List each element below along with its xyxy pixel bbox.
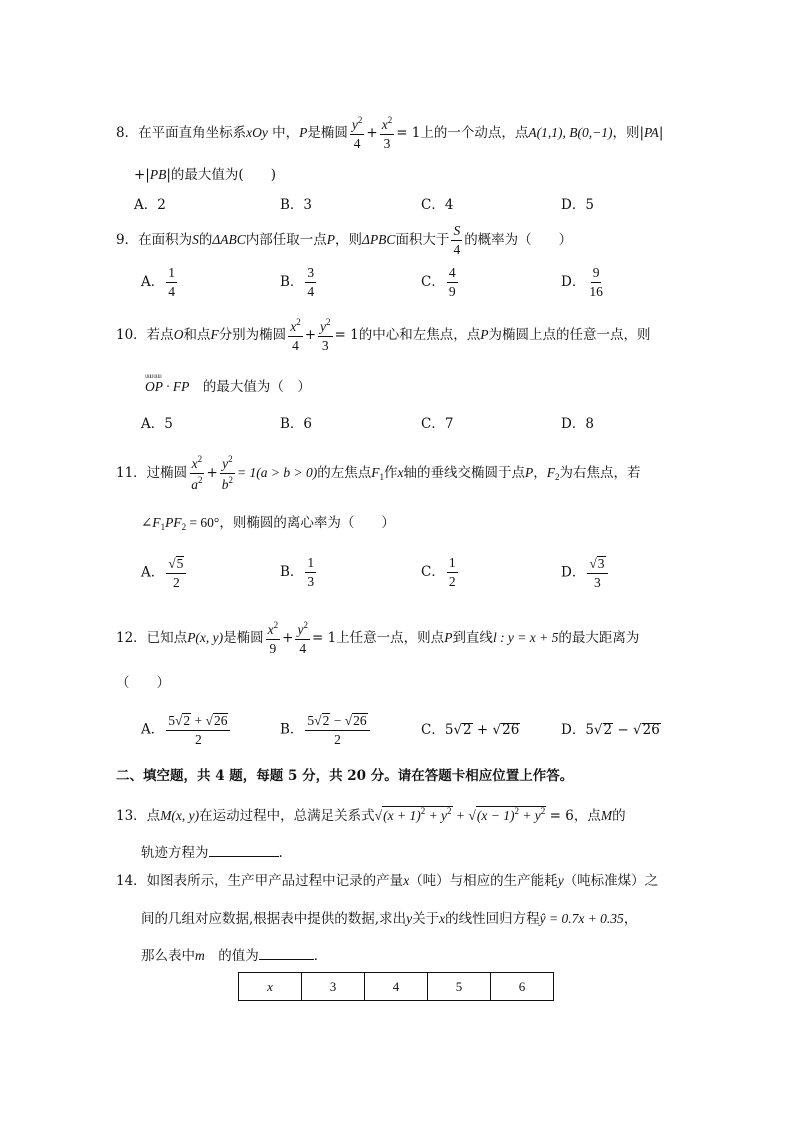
q8-option-a[interactable]: A．2 [134, 197, 166, 213]
q11-f2: $F_2$ [546, 465, 560, 483]
q11-x: x [397, 465, 404, 481]
q14-h: 那么表中 [141, 948, 195, 964]
q14-m: m [195, 948, 205, 963]
q8-text-b: 中， [272, 125, 300, 142]
q12-pxy: P(x, y) [187, 630, 224, 646]
q8-text-c: 是椭圆 [307, 125, 348, 142]
q10-c: 分别为椭圆 [218, 327, 287, 344]
q10-frac-x: $\frac{x^2}{4}$ [290, 317, 301, 354]
q14-line2 [141, 912, 637, 927]
q12-b: 是椭圆 [223, 630, 264, 647]
q10-line1: 10．若点O和点F分别为椭圆 $\frac{x^2}{4}$ + $\frac{y^2}{3}$ = 1的中心和左焦点，点P为椭圆上点的任意一点，则 [116, 317, 651, 354]
q13-end: . [278, 845, 283, 861]
q13-line1 [116, 806, 626, 824]
q11-option-d[interactable]: D． $\frac{√3}{3}$ [561, 556, 610, 590]
q12-option-a[interactable]: A． $\frac{5√2 + √26}{2}$ [141, 713, 232, 747]
q11-f1: $F_1$ [371, 465, 384, 483]
q14-x: x [403, 873, 410, 888]
q9-tri: ΔABC [212, 232, 246, 248]
q11-line1: 11．过椭圆 $\frac{x^2}{a^2}$ + $\frac{y^2}{b^2}$ = 1(a > b > 0)的左焦点$F_1$作x轴的垂线交椭圆于点P，$F_2$为右焦点，若 [116, 454, 641, 493]
q12-line-eq: l : y = x + 5 [492, 630, 559, 646]
q8-line2-b: |的最大值为( ) [166, 167, 276, 183]
q9-e: 面积大于 [395, 232, 450, 249]
q10-option-b[interactable]: B．6 [280, 416, 313, 432]
q8-pb: PB [149, 167, 167, 182]
q9-frac: $\frac{S}{4}$ [453, 223, 461, 258]
q12-p: P [444, 630, 453, 646]
q12-a: 12．已知点 [116, 630, 188, 647]
q12-option-b[interactable]: B． $\frac{5√2 - √26}{2}$ [280, 713, 372, 747]
plus: + [366, 125, 378, 142]
q9-b: 的 [198, 232, 213, 249]
q10-vec: uuu uuu OP · FP [145, 372, 190, 394]
q12-frac-y: $\frac{y^2}{4}$ [297, 620, 308, 657]
q13-c: ，点 [573, 808, 601, 824]
q11-f: 为右焦点，若 [559, 465, 641, 482]
q11-b: 的左焦点 [317, 465, 372, 482]
q13-d: 的 [612, 808, 626, 824]
q14-f: 的线性回归方程 [445, 911, 540, 927]
q14-data-table [238, 972, 554, 1001]
q12-d: 到直线 [452, 630, 493, 647]
q14-b: （吨）与相应的生产能耗 [409, 873, 558, 889]
q10-option-a[interactable]: A．5 [141, 416, 173, 432]
q9-option-a[interactable]: A． $\frac{1}{4}$ [141, 265, 175, 300]
q14-a: 14．如图表所示，生产甲产品过程中记录的产量 [116, 873, 404, 889]
q9-option-c[interactable]: C． $\frac{4}{9}$ [421, 265, 456, 300]
q8-text-d: 上的一个动点，点 [420, 125, 529, 142]
q8-eq: = 1 [396, 125, 421, 142]
q11-frac-y: $\frac{y^2}{b^2}$ [221, 454, 233, 493]
q10-f: F [210, 327, 219, 343]
q10-p: P [480, 327, 489, 343]
q12-e: 的最大距离为 [558, 630, 640, 647]
q9-option-b[interactable]: B． $\frac{3}{4}$ [280, 265, 315, 300]
q12-option-d[interactable]: D．5√2 − √26 [561, 722, 660, 738]
q10-e: 为椭圆上点的任意一点，则 [488, 327, 651, 344]
q10-eq: = 1 [334, 327, 359, 344]
q9-c: 内部任取一点 [245, 232, 327, 249]
q8-p: P [299, 125, 308, 141]
q11-cond: = 1(a > b > 0) [237, 465, 318, 481]
q14-line3 [141, 947, 327, 964]
q12-eq: = 1 [311, 630, 337, 647]
table-row [239, 973, 554, 1001]
q8-frac-x: $\frac{x^2}{3}$ [381, 115, 393, 152]
q8-xoy: xOy [246, 125, 268, 141]
q12-option-c[interactable]: C．5√2 + √26 [421, 722, 520, 738]
q13-line2 [141, 844, 283, 861]
q8-line2 [134, 168, 276, 183]
q14-y: y [557, 873, 564, 888]
q8-option-b[interactable]: B．3 [280, 197, 313, 213]
q10-option-c[interactable]: C．7 [421, 416, 454, 432]
q13-eq: = 6 [549, 808, 574, 824]
q13-formula: $√(x + 1)^2 + y^2 + √(x - 1)^2 + y^2$ [374, 806, 546, 823]
q13-b: 在运动过程中，总满足关系式 [199, 808, 375, 824]
q8-bar: | [658, 125, 664, 142]
q14-eqn: ŷ = 0.7x + 0.35 [539, 911, 624, 926]
q8-frac-y: $\frac{y^2}{4}$ [351, 115, 363, 152]
q12-frac-x: $\frac{x^2}{9}$ [267, 620, 279, 657]
q11-angle: $\angle F_1PF_2 = 60^\circ$ [141, 515, 220, 532]
q10-f-text: 的最大值为（ ） [202, 379, 311, 395]
q11-g: ，则椭圆的离心率为（ ） [219, 515, 395, 531]
q14-i: 的值为 [218, 948, 259, 964]
q11-e: ， [533, 465, 547, 482]
q8-line2-a: +| [134, 167, 150, 183]
q8-text: 8．在平面直角坐标系 [116, 125, 247, 142]
table-cell: 6 [491, 973, 554, 1001]
q11-frac-x: $\frac{x^2}{a^2}$ [191, 454, 203, 493]
q13-answer-blank[interactable] [209, 844, 279, 857]
q13-line2-text: 轨迹方程为 [141, 845, 209, 861]
q9-a: 9．在面积为 [116, 232, 193, 249]
q14-answer-blank[interactable] [259, 947, 314, 960]
q11-p: P [524, 465, 534, 481]
q10-option-d[interactable]: D．8 [561, 416, 594, 432]
q12-c: 上任意一点，则点 [336, 630, 445, 647]
q12-line1: 12．已知点P(x, y)是椭圆 $\frac{x^2}{9}$ + $\frac{y^2}{4}$ = 1上任意一点，则点P到直线l : y = x + 5的最大距离为 [116, 620, 640, 657]
q10-b: 和点 [183, 327, 211, 344]
q9-tri2: ΔPBC [362, 232, 396, 248]
q9-f: 的概率为（ ） [464, 232, 573, 249]
q13-m2: M [600, 808, 613, 823]
q14-g: ， [623, 911, 638, 927]
q11-a: 11．过椭圆 [116, 465, 188, 482]
q10-a: 10．若点 [116, 327, 174, 344]
q11-c: 作 [383, 465, 398, 482]
table-cell: x [239, 973, 302, 1001]
q9-s: S [192, 232, 199, 248]
q11-d: 轴的垂线交椭圆于点 [403, 465, 525, 482]
q14-c: （吨标准煤）之 [563, 873, 659, 889]
q12-paren: （ ） [116, 675, 170, 691]
q9-d: ，则 [335, 232, 363, 249]
section-heading: 二、填空题，共 4 题，每题 5 分，共 20 分。请在答题卡相应位置上作答。 [116, 768, 574, 784]
q9-line [116, 224, 572, 257]
q14-line1 [116, 874, 658, 889]
q8-points: A(1,1), B(0,−1) [528, 125, 613, 141]
q14-x2: x [439, 911, 446, 926]
q11-option-c[interactable]: C． $\frac{1}{2}$ [421, 555, 456, 590]
q8-option-d[interactable]: D．5 [561, 197, 594, 213]
q10-frac-y: $\frac{y^2}{3}$ [320, 317, 331, 354]
q11-line2 [141, 516, 395, 532]
table-cell: 3 [302, 973, 365, 1001]
q10-line2 [145, 372, 311, 395]
q8-option-c[interactable]: C．4 [421, 197, 454, 213]
q8-pa: PA [644, 125, 659, 141]
q14-d: 间的几组对应数据,根据表中提供的数据,求出 [141, 911, 407, 927]
q11-option-b[interactable]: B． $\frac{1}{3}$ [280, 555, 315, 590]
q10-o: O [173, 327, 184, 343]
q9-p: P [326, 232, 336, 248]
q14-e: 关于 [412, 911, 440, 927]
q13-m: M(x, y) [160, 808, 200, 823]
q9-option-d[interactable]: D． $\frac{9}{16}$ [561, 265, 603, 300]
q13-a: 13．点 [116, 808, 161, 824]
q10-d: 的中心和左焦点，点 [358, 327, 481, 344]
table-cell: 4 [365, 973, 428, 1001]
q11-option-a[interactable]: A． $\frac{√5}{2}$ [141, 556, 188, 590]
q14-end: ． [313, 948, 328, 964]
q8-line1 [116, 116, 663, 151]
table-cell: 5 [428, 973, 491, 1001]
q8-text-e: ，则| [612, 125, 645, 142]
q14-y2: y [406, 911, 413, 926]
